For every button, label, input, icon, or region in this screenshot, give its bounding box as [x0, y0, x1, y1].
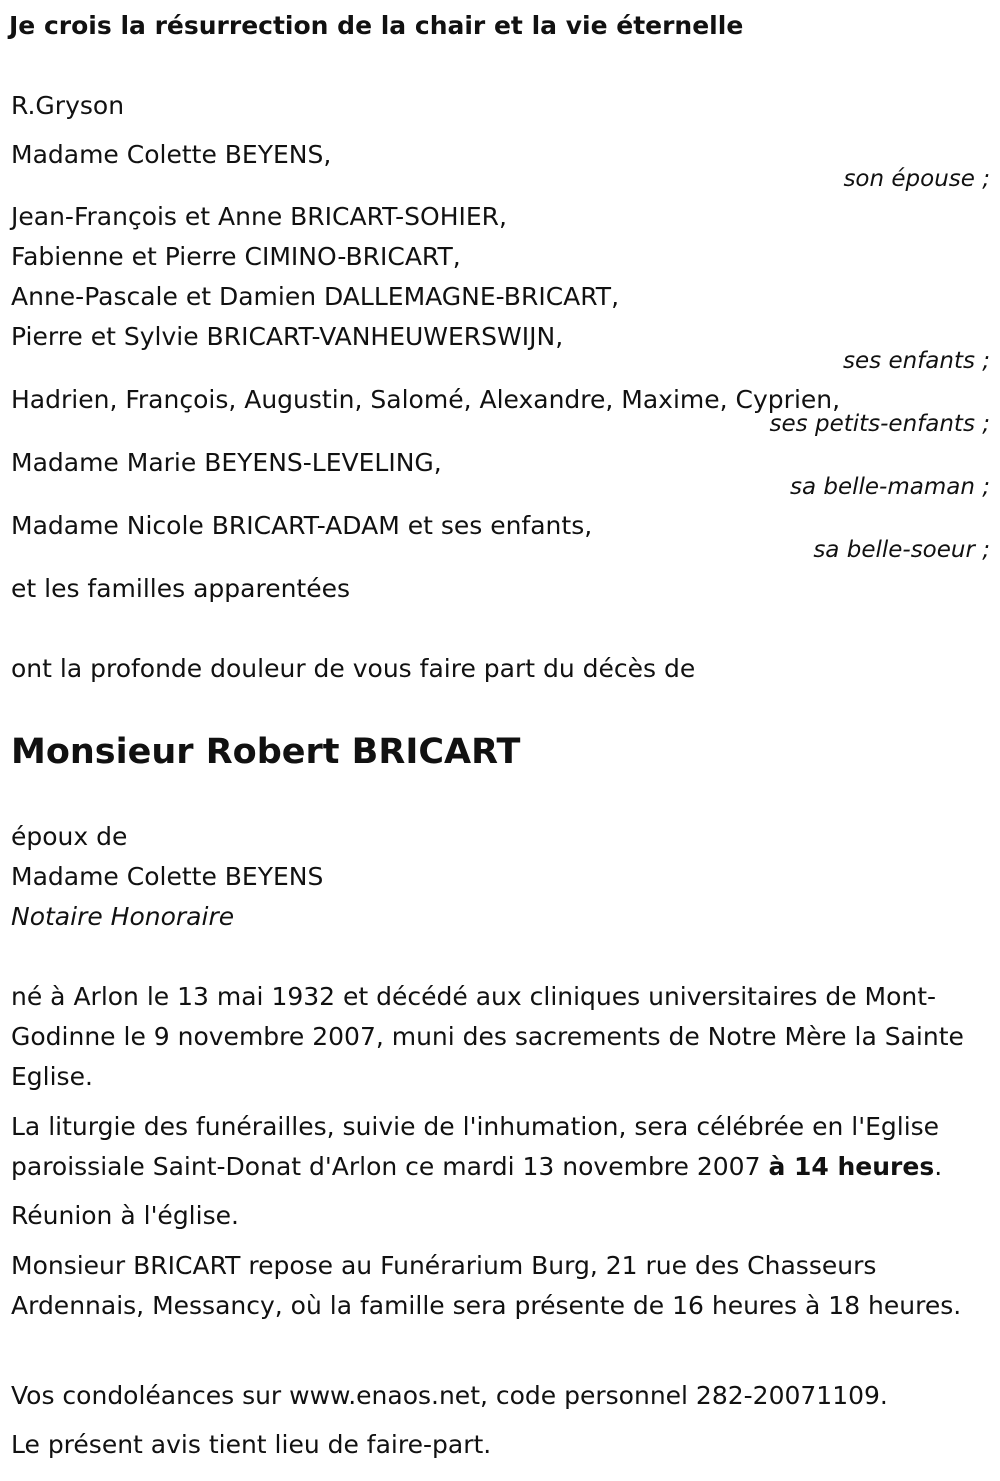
child-line: Anne-Pascale et Damien DALLEMAGNE-BRICART,	[11, 282, 620, 311]
funeral-paragraph	[11, 1107, 991, 1187]
notice-paragraph: Le présent avis tient lieu de faire-part.	[11, 1430, 492, 1459]
signature-initial: R.Gryson	[11, 91, 125, 120]
repose-paragraph: Monsieur BRICART repose au Funérarium Burg, 21 rue des Chasseurs Ardennais, Messancy, où la famille sera présente de 16 heures à 18 heures.	[11, 1251, 962, 1320]
sister-in-law-name: Madame Nicole BRICART-ADAM et ses enfants,	[11, 511, 593, 540]
funeral-time: à 14 heures	[768, 1152, 935, 1181]
child-line: Fabienne et Pierre CIMINO-BRICART,	[11, 242, 461, 271]
grandchildren-role: ses petits-enfants ;	[769, 411, 990, 437]
announcement-text: ont la profonde douleur de vous faire part du décès de	[11, 654, 696, 683]
related-families: et les familles apparentées	[11, 574, 351, 603]
children-role: ses enfants ;	[843, 348, 990, 374]
meeting-paragraph: Réunion à l'église.	[11, 1201, 239, 1230]
sister-in-law-role: sa belle-soeur ;	[813, 537, 990, 563]
child-line: Jean-François et Anne BRICART-SOHIER,	[11, 202, 507, 231]
deceased-name: Monsieur Robert BRICART	[11, 732, 521, 772]
grandchildren-list: Hadrien, François, Augustin, Salomé, Alexandre, Maxime, Cyprien,	[11, 385, 841, 414]
spouse-of-label: époux de	[11, 822, 128, 851]
child-line: Pierre et Sylvie BRICART-VANHEUWERSWIJN,	[11, 322, 564, 351]
funeral-text: La liturgie des funérailles, suivie de l'inhumation, sera célébrée en l'Eglise paroissiale Saint-Donat d'Arlon ce mardi 13 novembre 2007	[11, 1112, 940, 1181]
spouse-of-name: Madame Colette BEYENS	[11, 862, 324, 891]
mother-in-law-name: Madame Marie BEYENS-LEVELING,	[11, 448, 442, 477]
spouse-role: son épouse ;	[843, 166, 990, 192]
birth-death-paragraph: né à Arlon le 13 mai 1932 et décédé aux cliniques universitaires de Mont-Godinne le 9 novembre 2007, muni des sacrements de Notre Mère la Sainte Eglise.	[11, 982, 964, 1091]
profession-title: Notaire Honoraire	[11, 902, 235, 931]
condolences-paragraph: Vos condoléances sur www.enaos.net, code personnel 282-20071109.	[11, 1381, 888, 1410]
spouse-name: Madame Colette BEYENS,	[11, 140, 332, 169]
funeral-end: .	[934, 1152, 943, 1181]
header-quote: Je crois la résurrection de la chair et la vie éternelle	[9, 11, 744, 40]
mother-in-law-role: sa belle-maman ;	[789, 474, 990, 500]
